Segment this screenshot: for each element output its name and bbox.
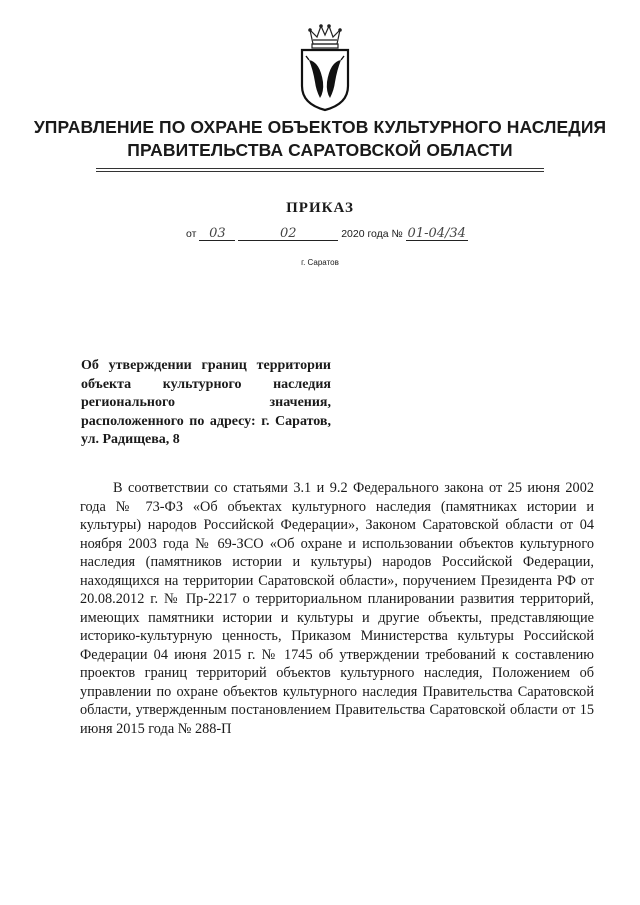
header-divider — [96, 168, 544, 169]
date-prefix: от — [186, 228, 197, 240]
order-date-line — [186, 228, 468, 241]
document-title: ПРИКАЗ — [286, 200, 354, 216]
organization-name-line2: ПРАВИТЕЛЬСТВА САРАТОВСКОЙ ОБЛАСТИ — [127, 140, 513, 160]
order-subject: Об утверждении границ территории объекта культурного наследия регионального значения, расположенного по адресу: г. Саратов, ул. Радищева, 8 — [81, 358, 331, 448]
order-body-paragraph: В соответствии со статьями 3.1 и 9.2 Федерального закона от 25 июня 2002 года № 73-ФЗ «Об объектах культурного наследия (памятниках истории и культуры) народов Российской Федерации», Законом Саратовской области от 04 ноября 2003 года № 69-ЗСО «Об охране и использовании объектов культурного наследия (памятников истории и культуры) народов Российской Федерации, находящихся на территории Саратовской области», поручением Президента РФ от 20.08.2012 г. № Пр-2217 о территориальном планировании развития территорий, имеющих памятники истории и культуры и другие объекты, представляющие историко-культурную ценность, Приказом Министерства культуры Российской Федерации 04 июня 2015 г. № 1745 об утверждении требований к составлению проектов границ территорий объектов культурного наследия, Положением об управлении по охране объектов культурного наследия Правительства Саратовской области, утвержденным постановлением Правительства Саратовской области от 15 июня 2015 года № 288-П — [80, 480, 594, 737]
header-divider-secondary — [96, 171, 544, 172]
order-number: 01-04/34 — [407, 226, 466, 241]
organization-name-line1: УПРАВЛЕНИЕ ПО ОХРАНЕ ОБЪЕКТОВ КУЛЬТУРНОГО НАСЛЕДИЯ — [33, 117, 607, 137]
saratov-coat-of-arms-icon — [296, 24, 354, 112]
order-city: г. Саратов — [301, 258, 339, 267]
order-year-text: 2020 года № — [341, 228, 403, 240]
order-day: 03 — [199, 228, 235, 241]
order-month: 02 — [238, 228, 338, 241]
